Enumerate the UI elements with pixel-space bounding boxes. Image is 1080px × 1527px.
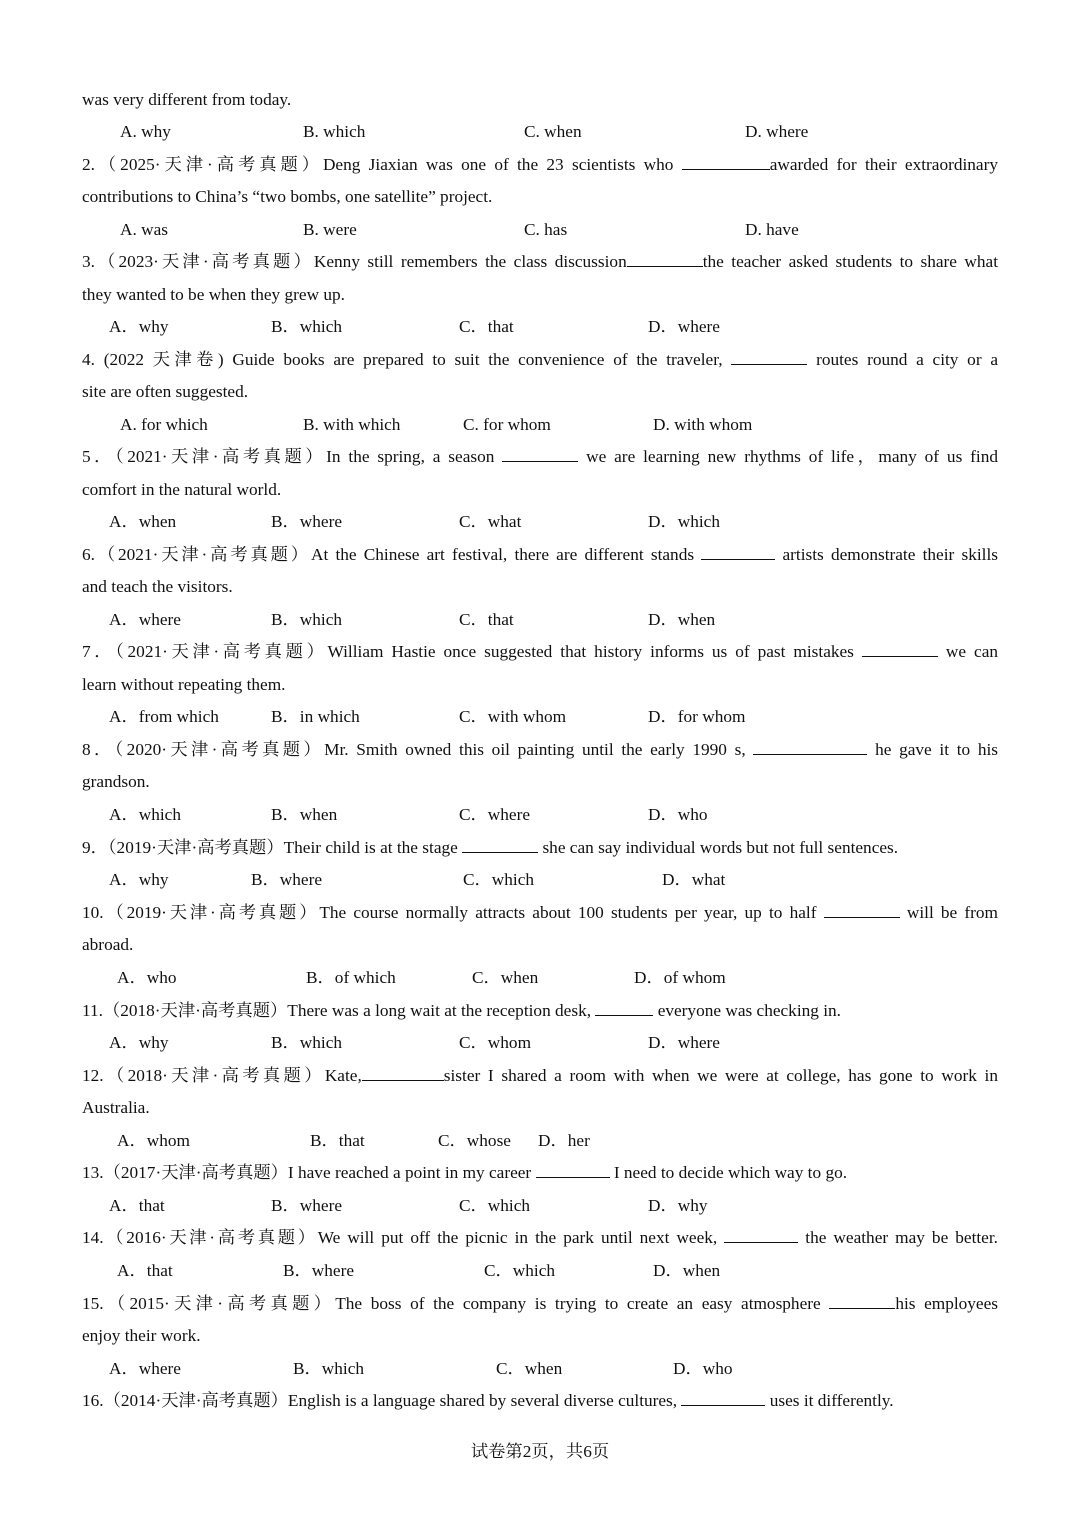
question-3-text-line2: they wanted to be when they grew up. bbox=[82, 285, 345, 304]
q10-option-b: B．of which bbox=[306, 968, 396, 987]
question-10-text: 10.（2019·天津·高考真题）The course normally attracts about 100 students per year, up to half will be from bbox=[82, 903, 998, 922]
q13-option-a: A．that bbox=[109, 1196, 165, 1215]
q8-option-a: A．which bbox=[109, 805, 181, 824]
q3-option-d: D．where bbox=[648, 317, 720, 336]
question-4-text-line2: site are often suggested. bbox=[82, 382, 249, 401]
q7-option-a: A．from which bbox=[109, 707, 219, 726]
q6-option-b: B．which bbox=[271, 610, 343, 629]
answer-blank bbox=[627, 250, 703, 267]
q14-option-c: C．which bbox=[484, 1261, 556, 1280]
q12-option-d: D．her bbox=[538, 1131, 590, 1150]
q9-option-d: D．what bbox=[662, 870, 726, 889]
q10-option-a: A．who bbox=[117, 968, 177, 987]
q9-option-a: A．why bbox=[109, 870, 169, 889]
question-12-text-line2: Australia. bbox=[82, 1098, 150, 1117]
question-1-text: was very different from today. bbox=[82, 90, 292, 109]
q15-option-d: D．who bbox=[673, 1359, 733, 1378]
q2-option-a: A. was bbox=[120, 220, 168, 239]
q13-option-c: C．which bbox=[459, 1196, 531, 1215]
q15-option-c: C．when bbox=[496, 1359, 563, 1378]
q13-option-d: D．why bbox=[648, 1196, 708, 1215]
answer-blank bbox=[829, 1292, 895, 1309]
q4-option-d: D. with whom bbox=[653, 415, 753, 434]
q1-option-d: D. where bbox=[745, 122, 809, 141]
q10-option-c: C．when bbox=[472, 968, 539, 987]
q1-option-b: B. which bbox=[303, 122, 366, 141]
question-16-text: 16.（2014·天津·高考真题）English is a language shared by several diverse cultures, uses it differently. bbox=[82, 1391, 894, 1410]
q5-option-c: C．what bbox=[459, 512, 522, 531]
q3-option-c: C．that bbox=[459, 317, 514, 336]
answer-blank bbox=[362, 1064, 444, 1081]
q6-option-c: C．that bbox=[459, 610, 514, 629]
answer-blank bbox=[682, 153, 770, 170]
question-3-text: 3.（2023·天津·高考真题）Kenny still remembers the class discussion the teacher asked students to share what bbox=[82, 252, 998, 271]
q9-option-b: B．where bbox=[251, 870, 323, 889]
q11-option-a: A．why bbox=[109, 1033, 169, 1052]
answer-blank bbox=[462, 836, 538, 853]
answer-blank bbox=[862, 640, 938, 657]
answer-blank bbox=[595, 999, 653, 1016]
q7-option-b: B．in which bbox=[271, 707, 360, 726]
q15-option-b: B．which bbox=[293, 1359, 365, 1378]
q8-option-d: D．who bbox=[648, 805, 708, 824]
q4-option-c: C. for whom bbox=[463, 415, 551, 434]
question-9-text: 9．（2019·天津·高考真题）Their child is at the stage she can say individual words but not full sentences. bbox=[82, 838, 899, 857]
q3-option-b: B．which bbox=[271, 317, 343, 336]
q7-option-c: C．with whom bbox=[459, 707, 567, 726]
answer-blank bbox=[731, 348, 807, 365]
question-7-text: 7．（2021·天津·高考真题）William Hastie once suggested that history informs us of past mistakes we can bbox=[82, 642, 999, 661]
question-10-text-line2: abroad. bbox=[82, 935, 134, 954]
q12-option-b: B．that bbox=[310, 1131, 365, 1150]
question-14-text: 14.（2016·天津·高考真题）We will put off the picnic in the park until next week, the weather may be better. bbox=[82, 1228, 998, 1247]
q14-option-a: A．that bbox=[117, 1261, 173, 1280]
q9-option-c: C．which bbox=[463, 870, 535, 889]
answer-blank bbox=[824, 901, 900, 918]
question-2-text: 2.（2025·天津·高考真题）Deng Jiaxian was one of the 23 scientists who awarded for their extraordinary bbox=[82, 155, 999, 174]
q2-option-d: D. have bbox=[745, 220, 799, 239]
answer-blank bbox=[701, 543, 775, 560]
question-15-text: 15.（2015·天津·高考真题）The boss of the company is trying to create an easy atmosphere his employees bbox=[82, 1294, 999, 1313]
q8-option-c: C．where bbox=[459, 805, 531, 824]
q6-option-d: D．when bbox=[648, 610, 716, 629]
q1-option-c: C. when bbox=[524, 122, 582, 141]
q11-option-c: C．whom bbox=[459, 1033, 532, 1052]
question-5-text: 5．（2021·天津·高考真题）In the spring, a season we are learning new rhythms of life，many of us find bbox=[82, 447, 998, 466]
q4-option-b: B. with which bbox=[303, 415, 401, 434]
q8-option-b: B．when bbox=[271, 805, 338, 824]
question-15-text-line2: enjoy their work. bbox=[82, 1326, 201, 1345]
question-13-text: 13.（2017·天津·高考真题）I have reached a point in my career I need to decide which way to go. bbox=[82, 1163, 848, 1182]
q5-option-a: A．when bbox=[109, 512, 177, 531]
q13-option-b: B．where bbox=[271, 1196, 343, 1215]
q12-option-a: A．whom bbox=[117, 1131, 190, 1150]
question-7-text-line2: learn without repeating them. bbox=[82, 675, 286, 694]
q14-option-d: D．when bbox=[653, 1261, 721, 1280]
question-6-text-line2: and teach the visitors. bbox=[82, 577, 233, 596]
q1-option-a: A. why bbox=[120, 122, 171, 141]
question-6-text: 6.（2021·天津·高考真题）At the Chinese art festival, there are different stands artists demonstrate their skills bbox=[82, 545, 998, 564]
page-footer: 试卷第2页，共6页 bbox=[470, 1442, 610, 1461]
question-2-text-line2: contributions to China’s “two bombs, one satellite” project. bbox=[82, 187, 493, 206]
answer-blank bbox=[753, 738, 867, 755]
q2-option-c: C. has bbox=[524, 220, 568, 239]
q5-option-b: B．where bbox=[271, 512, 343, 531]
question-8-text: 8．（2020·天津·高考真题）Mr. Smith owned this oil painting until the early 1990 s, he gave it to his bbox=[82, 740, 998, 759]
question-8-text-line2: grandson. bbox=[82, 772, 150, 791]
question-4-text: 4. (2022 天津卷) Guide books are prepared to suit the convenience of the traveler, routes round a city or a bbox=[82, 350, 998, 369]
q6-option-a: A．where bbox=[109, 610, 181, 629]
q10-option-d: D．of whom bbox=[634, 968, 726, 987]
q14-option-b: B．where bbox=[283, 1261, 355, 1280]
answer-blank bbox=[724, 1226, 798, 1243]
q11-option-d: D．where bbox=[648, 1033, 720, 1052]
q5-option-d: D．which bbox=[648, 512, 720, 531]
answer-blank bbox=[502, 445, 578, 462]
question-12-text: 12.（2018·天津·高考真题）Kate, sister I shared a room with when we were at college, has gone to work in bbox=[82, 1066, 998, 1085]
q11-option-b: B．which bbox=[271, 1033, 343, 1052]
q4-option-a: A. for which bbox=[120, 415, 208, 434]
q2-option-b: B. were bbox=[303, 220, 357, 239]
q15-option-a: A．where bbox=[109, 1359, 181, 1378]
answer-blank bbox=[536, 1161, 610, 1178]
q7-option-d: D．for whom bbox=[648, 707, 746, 726]
question-5-text-line2: comfort in the natural world. bbox=[82, 480, 282, 499]
answer-blank bbox=[681, 1389, 765, 1406]
q12-option-c: C．whose bbox=[438, 1131, 511, 1150]
question-11-text: 11.（2018·天津·高考真题）There was a long wait at the reception desk, everyone was checking in. bbox=[82, 1001, 841, 1020]
q3-option-a: A．why bbox=[109, 317, 169, 336]
